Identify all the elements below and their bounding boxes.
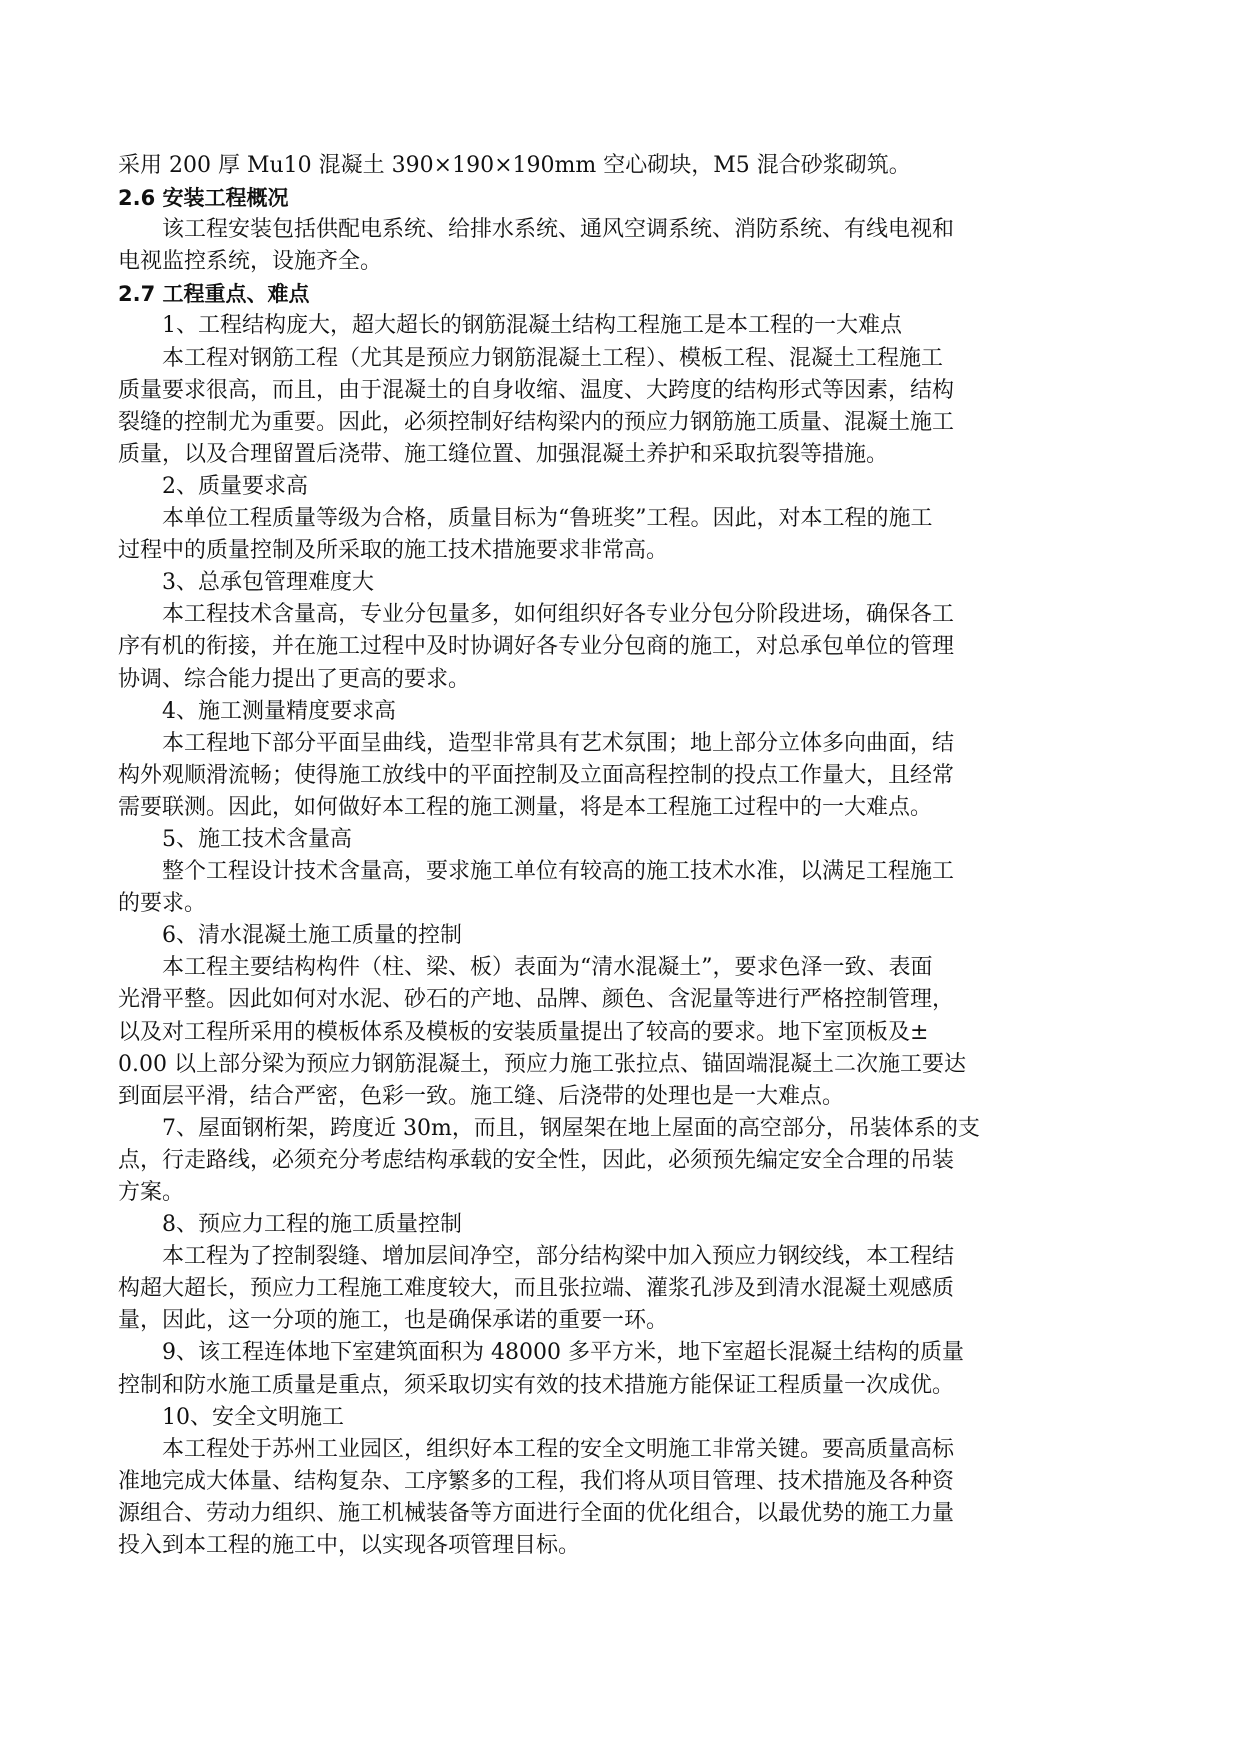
paragraph-line: 整个工程设计技术含量高，要求施工单位有较高的施工技术水准，以满足工程施工 [162, 859, 955, 885]
paragraph-line: 电视监控系统，设施齐全。 [118, 249, 383, 275]
paragraph-line: 协调、综合能力提出了更高的要求。 [118, 666, 471, 692]
paragraph-line: 构超大超长，预应力工程施工难度较大，而且张拉端、灌浆孔涉及到清水混凝土观感质 [118, 1276, 955, 1302]
paragraph-line: 到面层平滑，结合严密，色彩一致。施工缝、后浇带的处理也是一大难点。 [118, 1083, 845, 1109]
item-title-7: 7、屋面钢桁架，跨度近 30m，而且，钢屋架在地上屋面的高空部分，吊装体系的支 [162, 1115, 980, 1141]
paragraph-line: 本工程为了控制裂缝、增加层间净空，部分结构梁中加入预应力钢绞线，本工程结 [162, 1244, 955, 1270]
paragraph-line: 需要联测。因此，如何做好本工程的施工测量，将是本工程施工过程中的一大难点。 [118, 794, 933, 820]
paragraph-line: 投入到本工程的施工中，以实现各项管理目标。 [118, 1533, 581, 1559]
paragraph-line: 0.00 以上部分梁为预应力钢筋混凝土，预应力施工张拉点、锚固端混凝土二次施工要达 [118, 1051, 966, 1077]
item-title-4: 4、施工测量精度要求高 [162, 698, 396, 724]
paragraph-line: 源组合、劳动力组织、施工机械装备等方面进行全面的优化组合，以最优势的施工力量 [118, 1500, 955, 1526]
paragraph-line: 以及对工程所采用的模板体系及模板的安装质量提出了较高的要求。地下室顶板及± [118, 1019, 929, 1045]
paragraph-line: 构外观顺滑流畅；使得施工放线中的平面控制及立面高程控制的投点工作量大，且经常 [118, 762, 955, 788]
item-title-3: 3、总承包管理难度大 [162, 570, 374, 596]
paragraph-line: 控制和防水施工质量是重点，须采取切实有效的技术措施方能保证工程质量一次成优。 [118, 1372, 955, 1398]
paragraph-line: 该工程安装包括供配电系统、给排水系统、通风空调系统、消防系统、有线电视和 [162, 217, 955, 243]
paragraph-line: 质量，以及合理留置后浇带、施工缝位置、加强混凝土养护和采取抗裂等措施。 [118, 441, 889, 467]
paragraph-line: 本工程对钢筋工程（尤其是预应力钢筋混凝土工程）、模板工程、混凝土工程施工 [162, 345, 944, 371]
item-title-5: 5、施工技术含量高 [162, 826, 352, 852]
paragraph-line: 的要求。 [118, 891, 207, 917]
paragraph-line: 裂缝的控制尤为重要。因此，必须控制好结构梁内的预应力钢筋施工质量、混凝土施工 [118, 409, 955, 435]
paragraph-line: 量，因此，这一分项的施工，也是确保承诺的重要一环。 [118, 1308, 669, 1334]
paragraph-line: 光滑平整。因此如何对水泥、砂石的产地、品牌、颜色、含泥量等进行严格控制管理， [118, 987, 955, 1013]
item-title-6: 6、清水混凝土施工质量的控制 [162, 923, 462, 949]
paragraph-line: 序有机的衔接，并在施工过程中及时协调好各专业分包商的施工，对总承包单位的管理 [118, 634, 955, 660]
paragraph-line: 点，行走路线，必须充分考虑结构承载的安全性，因此，必须预先编定安全合理的吊装 [118, 1147, 955, 1173]
paragraph-line: 方案。 [118, 1180, 185, 1205]
paragraph-line: 过程中的质量控制及所采取的施工技术措施要求非常高。 [118, 538, 669, 564]
item-title-1: 1、工程结构庞大，超大超长的钢筋混凝土结构工程施工是本工程的一大难点 [162, 313, 902, 339]
intro-line: 采用 200 厚 Mu10 混凝土 390×190×190mm 空心砌块，M5 混合砂浆砌筑。 [118, 153, 911, 178]
item-title-10: 10、安全文明施工 [162, 1404, 344, 1430]
paragraph-line: 本单位工程质量等级为合格，质量目标为“鲁班奖”工程。因此，对本工程的施工 [162, 506, 933, 532]
document-page [118, 150, 1078, 1562]
paragraph-line: 本工程主要结构构件（柱、梁、板）表面为“清水混凝土”，要求色泽一致、表面 [162, 955, 933, 981]
paragraph-line: 本工程地下部分平面呈曲线，造型非常具有艺术氛围；地上部分立体多向曲面，结 [162, 730, 955, 756]
paragraph-line: 准地完成大体量、结构复杂、工序繁多的工程，我们将从项目管理、技术措施及各种资 [118, 1468, 955, 1494]
paragraph-line: 本工程处于苏州工业园区，组织好本工程的安全文明施工非常关键。要高质量高标 [162, 1436, 955, 1462]
paragraph-line: 质量要求很高，而且，由于混凝土的自身收缩、温度、大跨度的结构形式等因素，结构 [118, 377, 955, 403]
item-title-8: 8、预应力工程的施工质量控制 [162, 1212, 462, 1238]
item-title-2: 2、质量要求高 [162, 473, 308, 499]
section-heading-2-6: 2.6 安装工程概况 [118, 186, 289, 211]
section-heading-2-7: 2.7 工程重点、难点 [118, 282, 310, 307]
item-title-9: 9、该工程连体地下室建筑面积为 48000 多平方米，地下室超长混凝土结构的质量 [162, 1340, 964, 1366]
paragraph-line: 本工程技术含量高，专业分包量多，如何组织好各专业分包分阶段进场，确保各工 [162, 602, 955, 628]
